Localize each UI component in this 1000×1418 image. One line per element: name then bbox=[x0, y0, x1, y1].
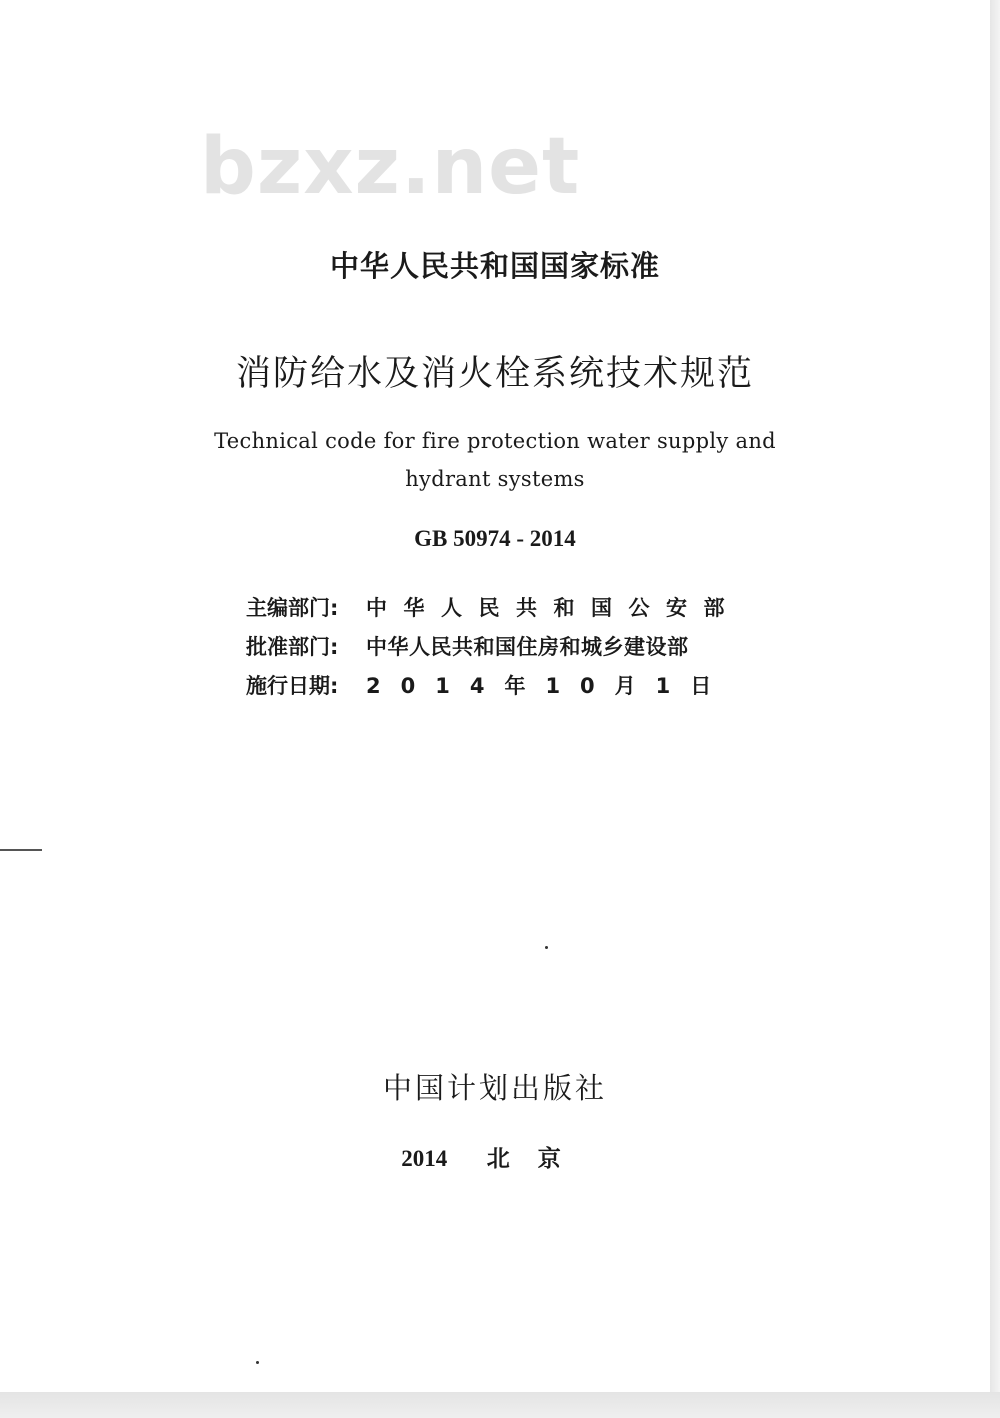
title-english-line-2: hydrant systems bbox=[405, 467, 585, 491]
standard-series-heading: 中华人民共和国国家标准 bbox=[329, 249, 660, 283]
approval-department-label: 批准部门: bbox=[246, 635, 339, 659]
title-english bbox=[205, 422, 785, 498]
chief-editor-row bbox=[246, 592, 746, 622]
effective-date-label: 施行日期: bbox=[246, 674, 339, 698]
title-chinese: 消防给水及消火栓系统技术规范 bbox=[235, 354, 754, 394]
effective-date-row bbox=[246, 670, 746, 700]
approval-department-row bbox=[246, 631, 746, 661]
effective-date-value: 2014年10月1日 bbox=[366, 674, 732, 698]
page-right-edge bbox=[990, 0, 1000, 1418]
scan-speck bbox=[545, 946, 548, 949]
chief-editor-label: 主编部门: bbox=[246, 596, 339, 620]
page-bottom-edge bbox=[0, 1392, 1000, 1418]
standard-code: GB 50974 - 2014 bbox=[414, 526, 576, 551]
title-english-line-1: Technical code for fire protection water supply and bbox=[214, 429, 776, 453]
watermark: bzxz.net bbox=[200, 122, 581, 212]
scan-speck bbox=[256, 1361, 259, 1364]
chief-editor-value: 中华人民共和国公安部 bbox=[366, 596, 741, 620]
approval-department-value: 中华人民共和国住房和城乡建设部 bbox=[366, 635, 689, 659]
scan-mark-line bbox=[0, 849, 42, 851]
publisher-name: 中国计划出版社 bbox=[382, 1071, 607, 1105]
publication-city: 北京 bbox=[486, 1146, 589, 1172]
publication-place bbox=[0, 1140, 990, 1173]
publication-year: 2014 bbox=[401, 1146, 448, 1171]
